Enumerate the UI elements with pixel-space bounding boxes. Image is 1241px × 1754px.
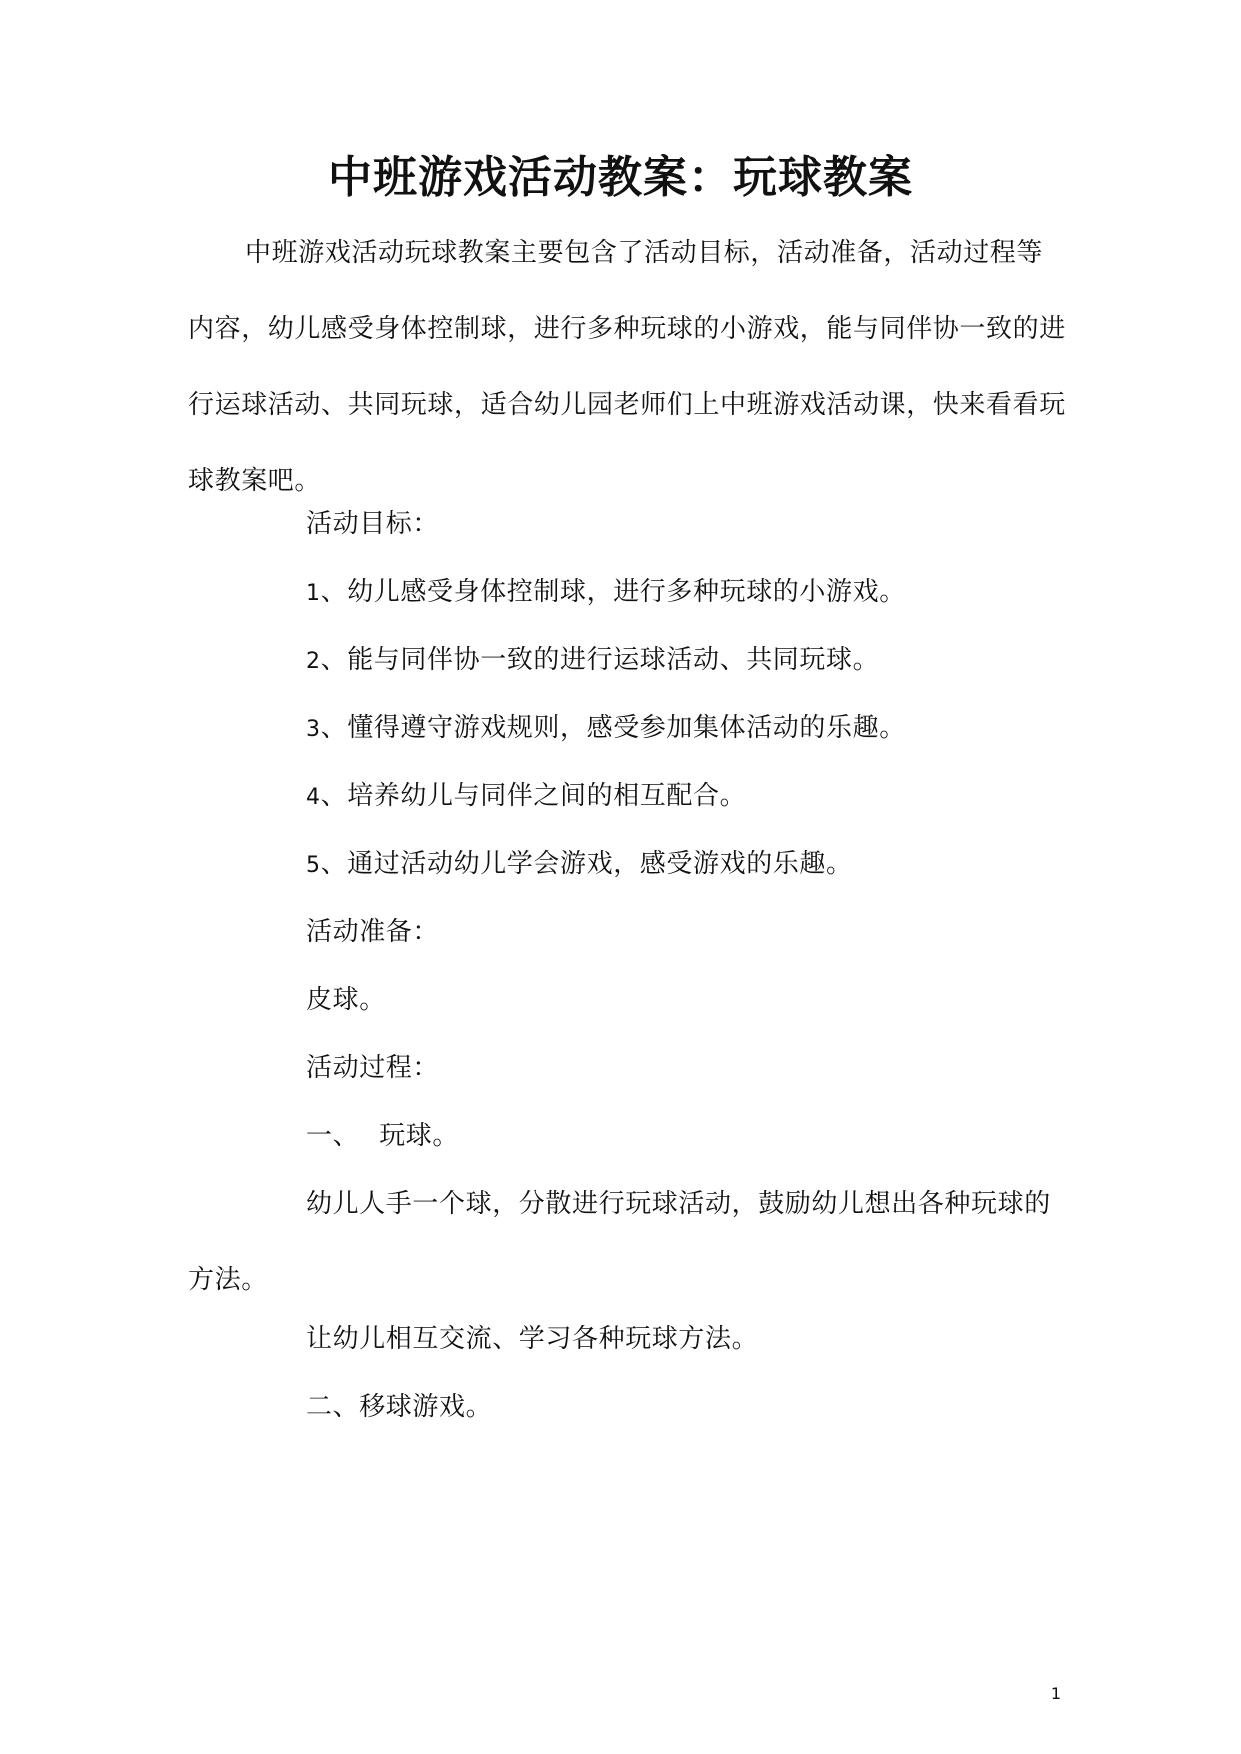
goal-text: 、培养幼儿与同伴之间的相互配合。 [320,781,747,811]
goal-text: 、能与同伴协一致的进行运球活动、共同玩球。 [320,645,880,675]
goal-item [306,554,906,632]
intro-paragraph: 中班游戏活动玩球教案主要包含了活动目标，活动准备，活动过程等内容，幼儿感受身体控制球，进行多种玩球的小游戏，能与同伴协一致的进行运球活动、共同玩球，适合幼儿园老师们上中班游戏活动课，快来看看玩球教案吧。 [188,238,1066,496]
goal-item [306,826,853,904]
process-heading: 活动过程： [306,1053,440,1083]
step1-marker: 一、 [306,1121,360,1151]
goal-number: 4 [306,785,321,810]
step1-note: 让幼儿相互交流、学习各种玩球方法。 [306,1324,759,1354]
goal-item [306,690,906,768]
goal-number: 3 [306,717,321,742]
goal-item [306,622,879,700]
page-number: 1 [1050,1684,1062,1703]
goal-text: 、懂得遵守游戏规则，感受参加集体活动的乐趣。 [320,713,906,743]
step1-description: 幼儿人手一个球，分散进行玩球活动，鼓励幼儿想出各种玩球的方法。 [188,1189,1051,1295]
step1-heading [306,1098,459,1174]
goal-item [306,758,746,836]
goal-text: 、通过活动幼儿学会游戏，感受游戏的乐趣。 [320,849,853,879]
prep-text: 皮球。 [306,985,386,1015]
prep-heading: 活动准备： [306,917,440,947]
goals-heading: 活动目标： [306,509,440,539]
goal-number: 2 [306,649,321,674]
goal-number: 1 [306,581,321,606]
goal-text: 、幼儿感受身体控制球，进行多种玩球的小游戏。 [320,577,906,607]
step1-title: 玩球。 [379,1121,460,1151]
page-title: 中班游戏活动教案：玩球教案 [328,152,913,203]
step2-heading: 二、移球游戏。 [306,1392,493,1422]
goal-number: 5 [306,853,321,878]
